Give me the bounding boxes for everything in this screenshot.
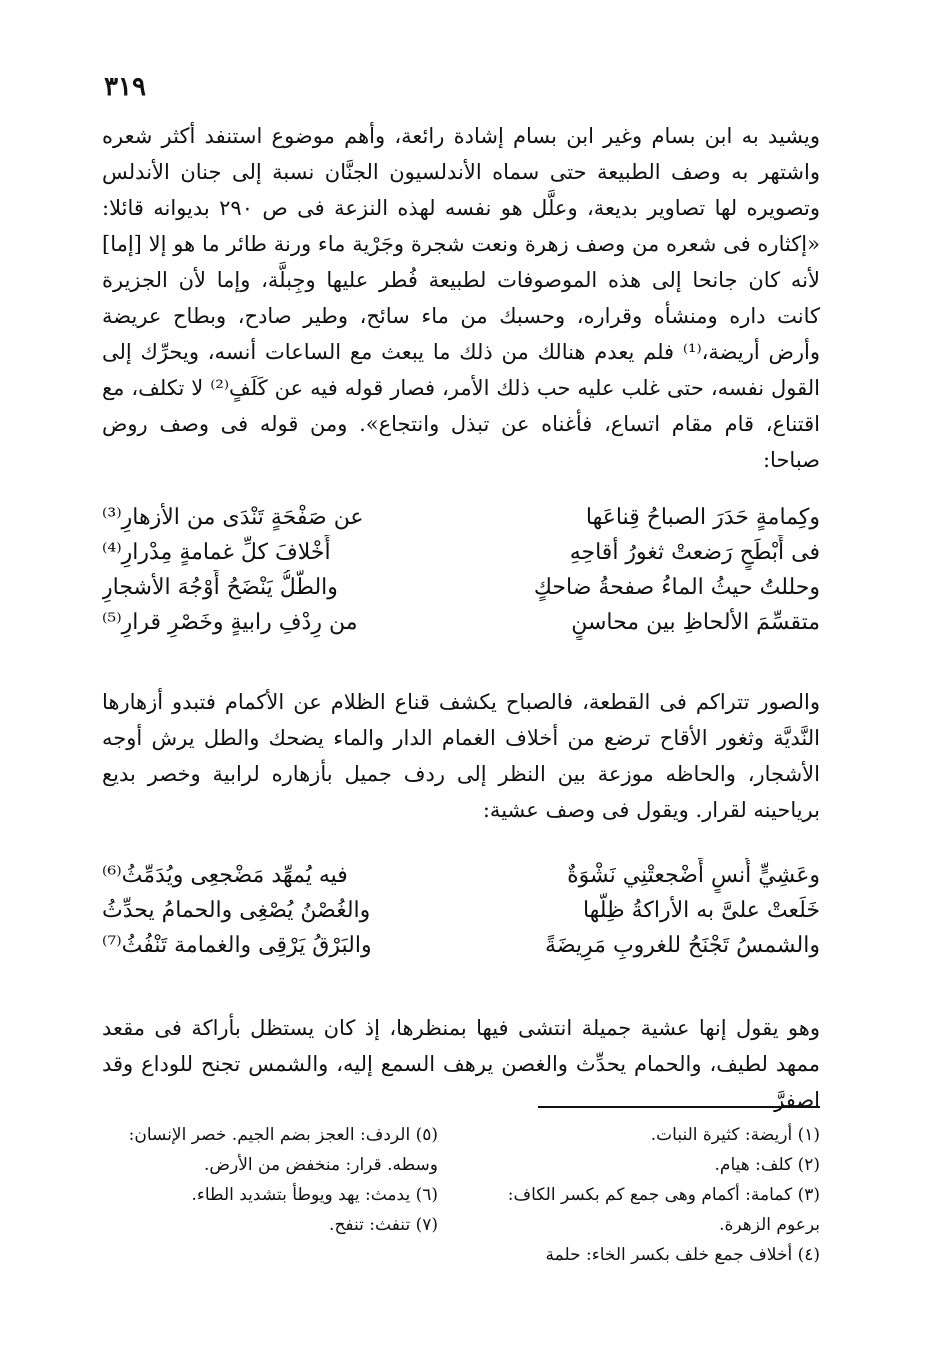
poem-verse — [102, 858, 820, 893]
verse-second-hemistich: والغُصْنُ يُصْغِى والحمامُ يحدِّثُ — [102, 898, 371, 923]
footnotes-left-column — [96, 1120, 438, 1240]
poem-morning-garden — [102, 500, 820, 640]
footnotes-right-column — [478, 1120, 820, 1270]
poem-verse — [102, 893, 820, 928]
footnote: (٧) تنفث: تنفح. — [329, 1215, 438, 1235]
verse-second-hemistich: عن صَفْحَةٍ تَنْدَى من الأزهارِ⁽³⁾ — [102, 505, 364, 530]
verse-first-hemistich: والشمسُ تَجْنَحُ للغروبِ مَرِيضَةً — [545, 933, 820, 958]
footnote-divider — [538, 1106, 820, 1108]
verse-first-hemistich: خَلَعتْ علىَّ به الأراكةُ ظِلَّها — [582, 898, 820, 923]
poem-evening — [102, 858, 820, 963]
verse-first-hemistich: متقسِّمَ الألحاظِ بين محاسنٍ — [571, 610, 820, 635]
verse-second-hemistich: من رِدْفِ رابيةٍ وخَصْرِ قرارِ⁽⁵⁾ — [102, 610, 358, 635]
verse-first-hemistich: وعَشِيٍّ أُنسٍ أَضْجعتْنِي نَشْوَةٌ — [567, 863, 820, 888]
footnote: (٣) كمامة: أكمام وهى جمع كم بكسر الكاف: برعوم الزهرة. — [507, 1185, 820, 1235]
paragraph-closing: وهو يقول إنها عشية جميلة انتشى فيها بمنظرها، إذ كان يستظل بأراكة فى مقعد ممهد لطيف، والحمام يحدِّث والغصن يرهف السمع إليه، والشمس تجنح للوداع وقد اصفرَّ — [102, 1016, 820, 1112]
verse-second-hemistich: والبَرْقُ يَرْقِى والغمامة تَنْفُثُ⁽⁷⁾ — [102, 933, 372, 958]
footnote: (١) أريضة: كثيرة النبات. — [650, 1125, 820, 1145]
poem-verse — [102, 570, 820, 605]
poem-verse — [102, 928, 820, 963]
poem-verse — [102, 500, 820, 535]
footnote: (٤) أخلاف جمع خلف بكسر الخاء: حلمة — [545, 1245, 820, 1265]
page-number: ٣١٩ — [104, 72, 146, 102]
footnote: (٥) الردف: العجز بضم الجيم. خصر الإنسان: وسطه. قرار: منخفض من الأرض. — [128, 1125, 438, 1175]
paragraph-intro: ويشيد به ابن بسام وغير ابن بسام إشادة رائعة، وأهم موضوع استنفد أكثر شعره واشتهر به وصف الطبيعة حتى سماه الأندلسيون الجنَّان نسبة إلى جنان الأندلس وتصويره لها تصاوير بديعة، وعلَّل هو نفسه لهذه النزعة فى ص ٢٩٠ بديوانه قائلا: «إكثاره فى شعره من وصف زهرة ونعت شجرة وجَرْية ماء ورنة طائر ما هو إلا [إما] لأنه كان جانحا إلى هذه الموصوفات لطبيعة فُطر عليها وجِبلَّة، وإما لأن الجزيرة كانت داره ومنشأه وقراره، وحسبك من ماء سائح، وطير صادح، وبطاح عريضة وأرض أريضة،⁽¹⁾ فلم يعدم هنالك من ذلك ما يبعث مع الساعات أنسه، ويحرِّك إلى القول نفسه، حتى غلب عليه حب ذلك الأمر، فصار قوله فيه عن كَلَفٍ⁽²⁾ لا تكلف، مع اقتناع، قام مقام اتساع، فأغناه عن تبذل وانتجاع». ومن قوله فى وصف روض صباحا: — [102, 124, 821, 472]
verse-second-hemistich: فيه يُمهِّد مَضْجعِى ويُدَمِّثُ⁽⁶⁾ — [102, 863, 348, 888]
verse-second-hemistich: أَخْلافَ كلِّ غمامةٍ مِدْرارِ⁽⁴⁾ — [102, 540, 331, 565]
verse-first-hemistich: وكِمامةٍ حَدَرَ الصباحُ قِناعَها — [585, 505, 820, 530]
footnote: (٢) كلف: هيام. — [714, 1155, 820, 1175]
footnote: (٦) يدمث: يهد ويوطأ بتشديد الطاء. — [191, 1185, 438, 1205]
poem-verse — [102, 535, 820, 570]
paragraph-commentary: والصور تتراكم فى القطعة، فالصباح يكشف قناع الظلام عن الأكمام فتبدو أزهارها النَّديَّة وثغور الأقاح ترضع من أخلاف الغمام الدار والماء يضحك والطل يرش أوجه الأشجار، والحاظه موزعة بين النظر إلى ردف جميل بأزهاره لرابية وخصر بديع برياحينه لقرار. ويقول فى وصف عشية: — [102, 690, 820, 822]
verse-first-hemistich: فى أَبْطَحٍ رَضعتْ ثغورُ أقاحِهِ — [569, 540, 820, 565]
poem-verse — [102, 605, 820, 640]
verse-first-hemistich: وحللتُ حيثُ الماءُ صفحةُ ضاحكٍ — [533, 575, 820, 600]
verse-second-hemistich: والطَّلُّ يَنْضَحُ أَوْجُهَ الأشجارِ — [102, 575, 338, 600]
